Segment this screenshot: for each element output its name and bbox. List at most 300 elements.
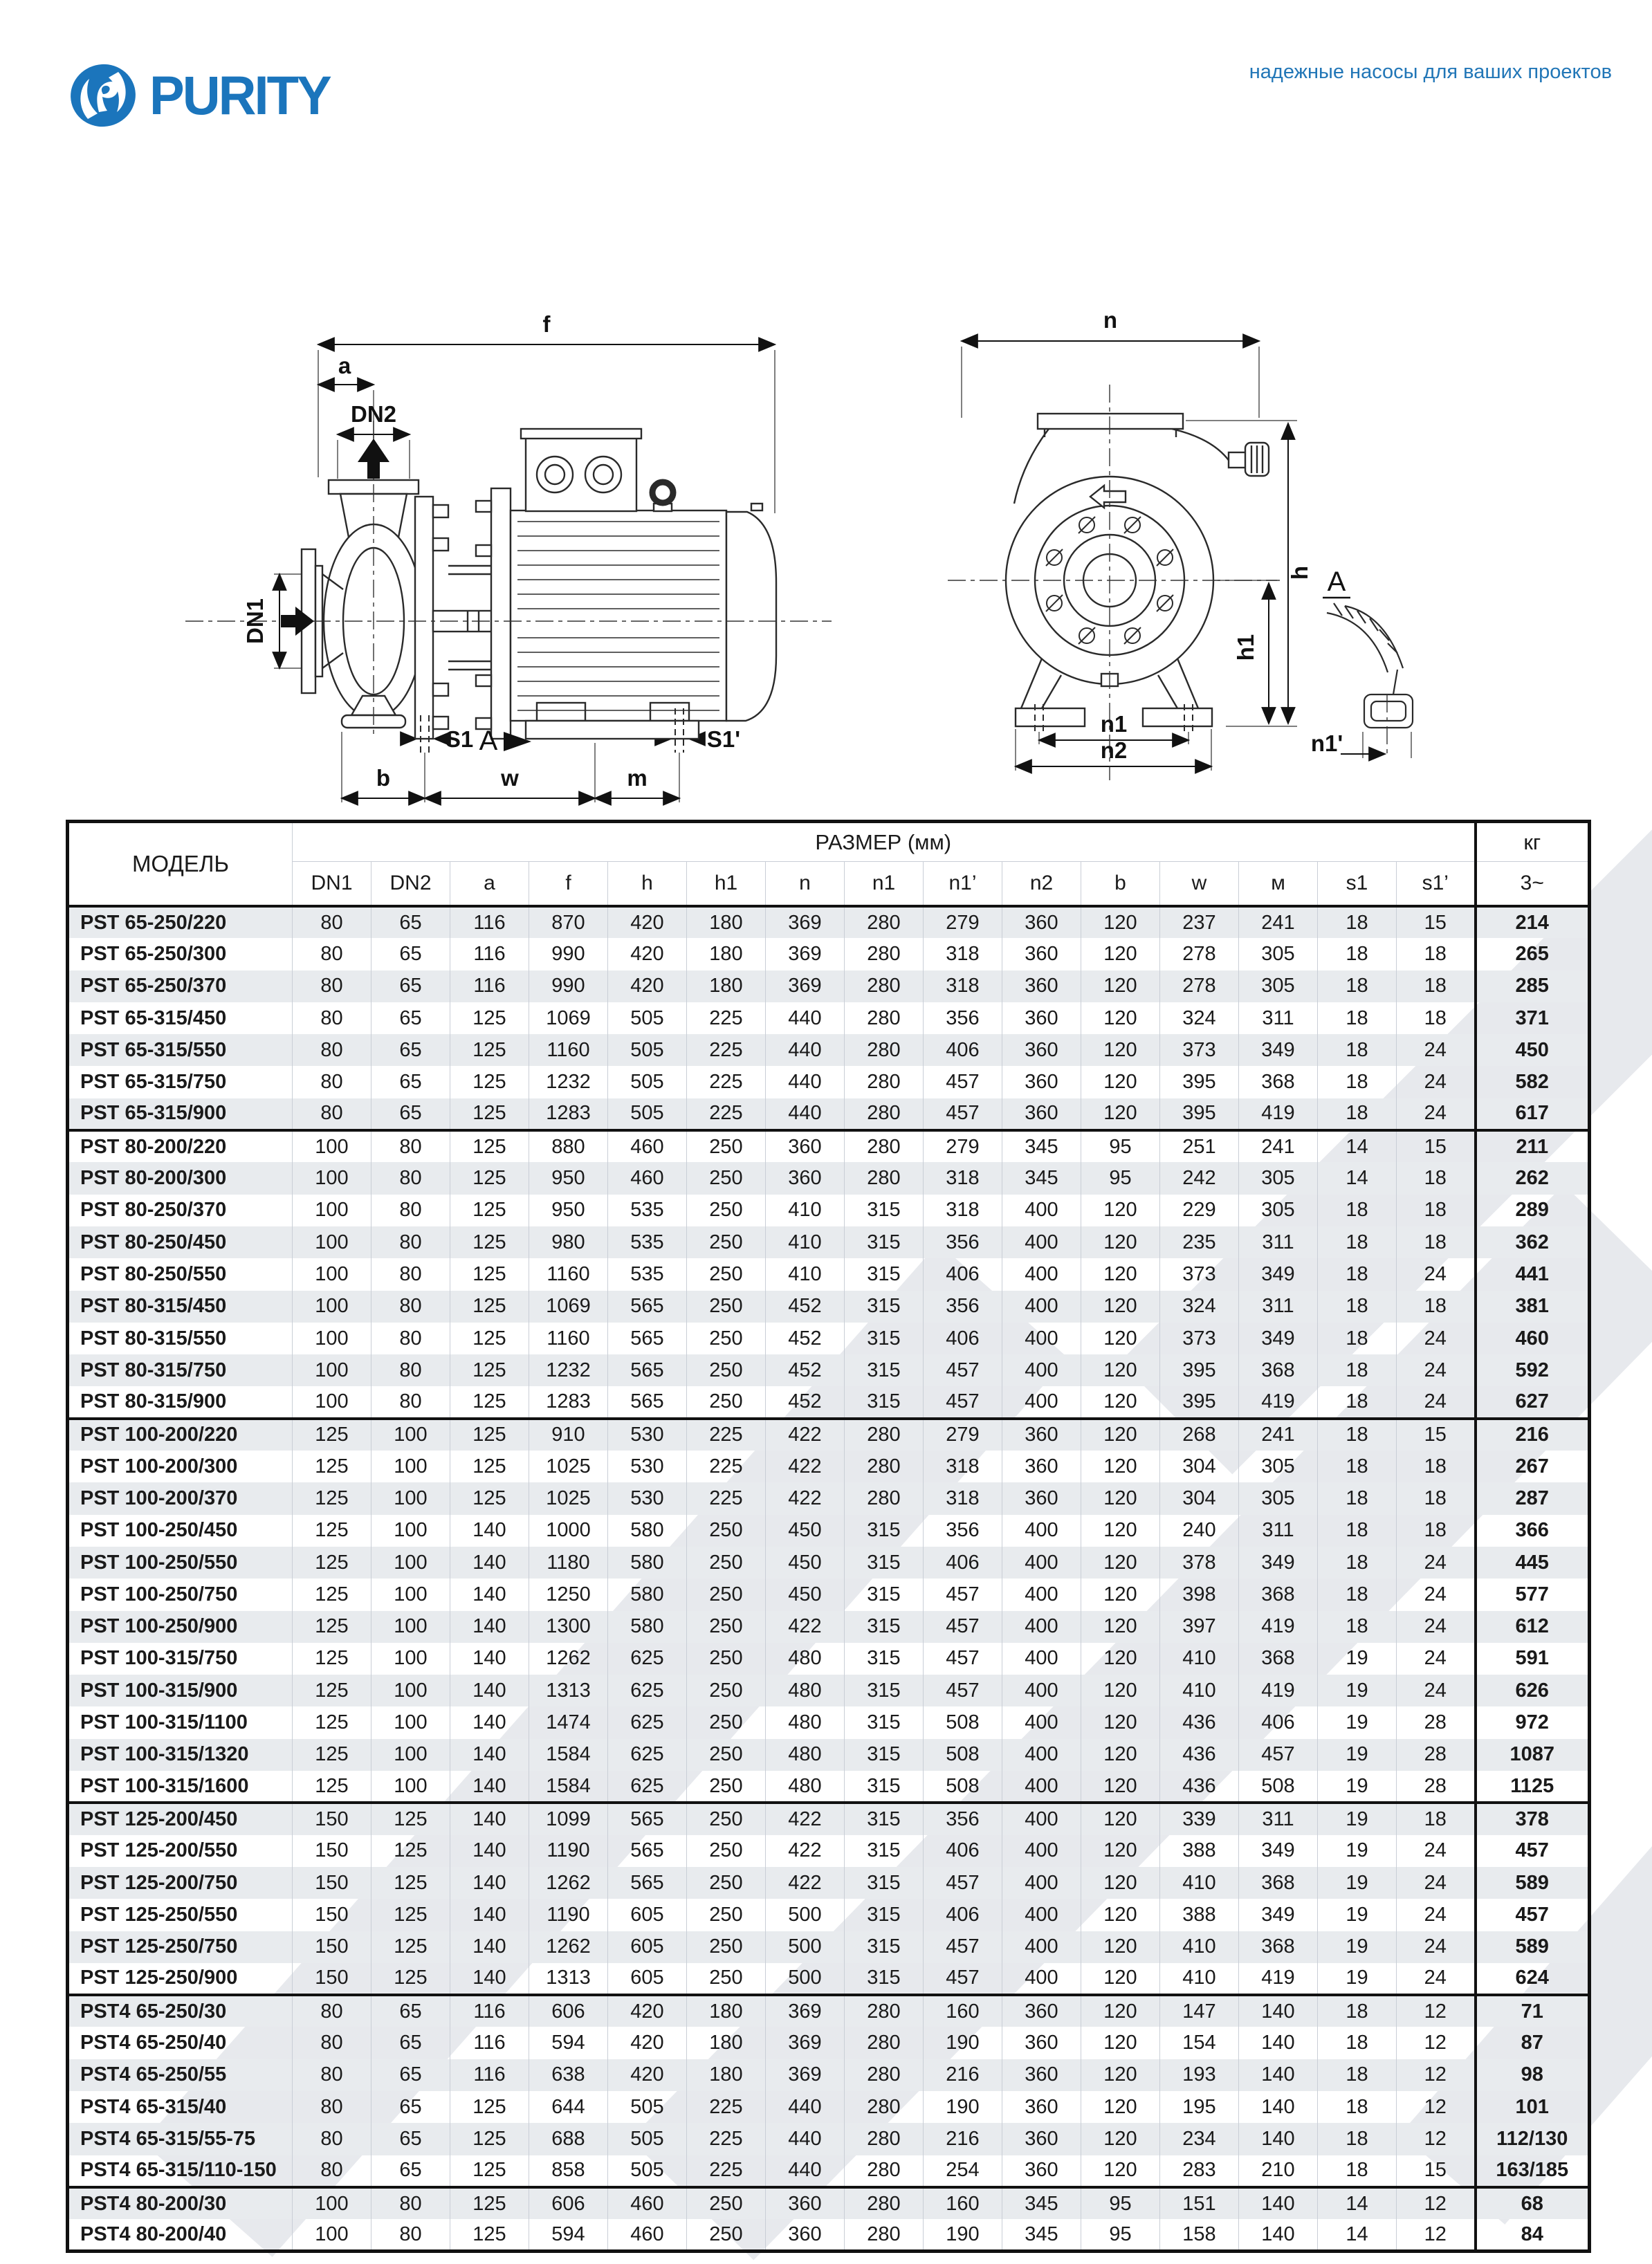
dimension-cell: 1025: [529, 1451, 608, 1482]
weight-cell: 71: [1476, 1995, 1590, 2027]
dimension-cell: 419: [1239, 1963, 1318, 1995]
dimension-cell: 65: [371, 2059, 450, 2091]
dimension-cell: 100: [293, 2219, 371, 2251]
dimension-cell: 80: [293, 2027, 371, 2059]
dimension-cell: 400: [1002, 1771, 1081, 1803]
dimension-cell: 505: [608, 1066, 687, 1098]
dimension-cell: 356: [924, 1002, 1002, 1034]
weight-cell: 163/185: [1476, 2155, 1590, 2187]
dimension-cell: 12: [1397, 2091, 1476, 2123]
table-row: [68, 2091, 1590, 2123]
dimension-cell: 250: [687, 1258, 766, 1290]
dimension-cell: 80: [371, 1195, 450, 1226]
dimension-cell: 120: [1081, 1963, 1160, 1995]
dimension-cell: 28: [1397, 1771, 1476, 1803]
dimension-cell: 160: [924, 1995, 1002, 2027]
dimension-cell: 280: [845, 1482, 924, 1514]
purity-logo-icon: [62, 61, 144, 130]
dimension-cell: 500: [766, 1931, 845, 1963]
dimension-cell: 422: [766, 1611, 845, 1643]
dimension-cell: 268: [1160, 1419, 1239, 1451]
dimension-cell: 193: [1160, 2059, 1239, 2091]
dimension-cell: 440: [766, 1098, 845, 1130]
dimension-cell: 280: [845, 1162, 924, 1194]
dimension-cell: 369: [766, 906, 845, 938]
dimension-cell: 80: [293, 2091, 371, 2123]
dimension-cell: 440: [766, 1002, 845, 1034]
dimension-cell: 369: [766, 1995, 845, 2027]
table-row: [68, 1195, 1590, 1226]
dimension-cell: 120: [1081, 1611, 1160, 1643]
weight-phase-header: 3~: [1476, 862, 1590, 907]
dimension-cell: 406: [924, 1899, 1002, 1931]
weight-cell: 450: [1476, 1034, 1590, 1066]
dimension-cell: 140: [450, 1963, 529, 1995]
dimension-cell: 120: [1081, 1803, 1160, 1834]
dimension-cell: 140: [1239, 2059, 1318, 2091]
dimension-cell: 422: [766, 1835, 845, 1867]
dimension-cell: 18: [1318, 1451, 1397, 1482]
dimension-cell: 304: [1160, 1482, 1239, 1514]
dimension-cell: 14: [1318, 2187, 1397, 2219]
model-cell: PST 80-200/300: [68, 1162, 293, 1194]
dimension-cell: 360: [1002, 1034, 1081, 1066]
model-cell: PST 125-200/550: [68, 1835, 293, 1867]
dimension-cell: 229: [1160, 1195, 1239, 1226]
dimension-cell: 460: [608, 1130, 687, 1162]
dimension-cell: 457: [924, 1611, 1002, 1643]
dimension-cell: 508: [924, 1739, 1002, 1771]
table-row: [68, 1482, 1590, 1514]
dimension-cell: 305: [1239, 1451, 1318, 1482]
dim-b-label: b: [376, 765, 391, 791]
dimension-cell: 457: [1239, 1739, 1318, 1771]
dimension-cell: 419: [1239, 1611, 1318, 1643]
dimension-cell: 125: [293, 1579, 371, 1610]
dimension-cell: 580: [608, 1579, 687, 1610]
dimension-cell: 125: [293, 1515, 371, 1547]
dimension-cell: 125: [293, 1482, 371, 1514]
dimension-cell: 400: [1002, 1611, 1081, 1643]
dimension-cell: 12: [1397, 2027, 1476, 2059]
dimension-cell: 373: [1160, 1258, 1239, 1290]
dimension-cell: 65: [371, 1002, 450, 1034]
table-row: [68, 1066, 1590, 1098]
dimension-cell: 225: [687, 2155, 766, 2187]
dimension-cell: 80: [371, 1162, 450, 1194]
dimension-cell: 150: [293, 1835, 371, 1867]
dimension-cell: 397: [1160, 1611, 1239, 1643]
model-cell: PST 80-200/220: [68, 1130, 293, 1162]
dimension-cell: 18: [1318, 938, 1397, 970]
dimension-cell: 140: [450, 1643, 529, 1675]
dimension-cell: 160: [924, 2187, 1002, 2219]
table-row: [68, 1579, 1590, 1610]
dimension-cell: 990: [529, 938, 608, 970]
dimension-cell: 18: [1318, 1066, 1397, 1098]
dimension-cell: 24: [1397, 1323, 1476, 1354]
dimension-cell: 360: [1002, 1995, 1081, 2027]
model-cell: PST 100-315/1100: [68, 1706, 293, 1738]
dimension-cell: 1283: [529, 1098, 608, 1130]
dimension-cell: 280: [845, 1066, 924, 1098]
dimension-cell: 315: [845, 1706, 924, 1738]
dimension-cell: 368: [1239, 1931, 1318, 1963]
dimension-cell: 280: [845, 2091, 924, 2123]
dimension-cell: 140: [450, 1547, 529, 1579]
table-row: [68, 1451, 1590, 1482]
table-body: [68, 906, 1590, 2251]
dimension-cell: 280: [845, 906, 924, 938]
dimension-cell: 406: [924, 1547, 1002, 1579]
dimension-cell: 150: [293, 1963, 371, 1995]
model-cell: PST 80-250/450: [68, 1226, 293, 1258]
dimension-cell: 12: [1397, 2123, 1476, 2155]
dimension-cell: 406: [924, 1835, 1002, 1867]
dimension-cell: 24: [1397, 1547, 1476, 1579]
dimension-cell: 422: [766, 1803, 845, 1834]
dimension-cell: 19: [1318, 1803, 1397, 1834]
weight-column-header: кг: [1476, 822, 1590, 862]
dimension-cell: 419: [1239, 1386, 1318, 1418]
dimension-cell: 1160: [529, 1034, 608, 1066]
model-cell: PST 125-250/900: [68, 1963, 293, 1995]
size-column-header: м: [1239, 862, 1318, 907]
dimension-cell: 180: [687, 938, 766, 970]
table-row: [68, 2219, 1590, 2251]
dimension-cell: 18: [1397, 1482, 1476, 1514]
model-cell: PST 125-200/450: [68, 1803, 293, 1834]
weight-cell: 265: [1476, 938, 1590, 970]
dimension-cell: 120: [1081, 1258, 1160, 1290]
dimension-cell: 125: [450, 1130, 529, 1162]
weight-cell: 214: [1476, 906, 1590, 938]
dimension-cell: 100: [293, 1226, 371, 1258]
dimension-cell: 116: [450, 906, 529, 938]
dimension-cell: 225: [687, 1419, 766, 1451]
dimension-cell: 250: [687, 1515, 766, 1547]
dimension-cell: 565: [608, 1386, 687, 1418]
dimension-cell: 990: [529, 970, 608, 1002]
table-row: [68, 1867, 1590, 1899]
dimension-cell: 18: [1318, 1419, 1397, 1451]
dimension-cell: 457: [924, 1675, 1002, 1706]
dimension-cell: 12: [1397, 2059, 1476, 2091]
dimension-cell: 606: [529, 1995, 608, 2027]
dimension-cell: 360: [1002, 1419, 1081, 1451]
dimension-cell: 18: [1318, 2123, 1397, 2155]
model-cell: PST 100-200/370: [68, 1482, 293, 1514]
dimension-cell: 324: [1160, 1002, 1239, 1034]
dimension-cell: 400: [1002, 1803, 1081, 1834]
dimension-cell: 125: [450, 2187, 529, 2219]
dimension-cell: 19: [1318, 1675, 1397, 1706]
dimension-cell: 100: [293, 1195, 371, 1226]
dimension-cell: 1069: [529, 1291, 608, 1323]
dimension-cell: 18: [1318, 1034, 1397, 1066]
dimension-cell: 125: [450, 2155, 529, 2187]
dimension-cell: 19: [1318, 1931, 1397, 1963]
dimension-cell: 410: [1160, 1931, 1239, 1963]
dimension-cell: 18: [1318, 1386, 1397, 1418]
dimension-cell: 395: [1160, 1386, 1239, 1418]
dimension-cell: 120: [1081, 1098, 1160, 1130]
size-column-header: b: [1081, 862, 1160, 907]
dimension-cell: 311: [1239, 1002, 1318, 1034]
dimension-cell: 315: [845, 1931, 924, 1963]
table-row: [68, 1419, 1590, 1451]
dimension-cell: 349: [1239, 1547, 1318, 1579]
dimension-cell: 1069: [529, 1002, 608, 1034]
dimension-cell: 311: [1239, 1803, 1318, 1834]
dimension-cell: 305: [1239, 1162, 1318, 1194]
dimension-cell: 65: [371, 2123, 450, 2155]
dimension-cell: 140: [450, 1739, 529, 1771]
dimension-cell: 360: [766, 2219, 845, 2251]
dimension-cell: 250: [687, 2219, 766, 2251]
dimension-cell: 120: [1081, 1451, 1160, 1482]
dimension-cell: 368: [1239, 1066, 1318, 1098]
dimension-cell: 594: [529, 2027, 608, 2059]
dimension-cell: 12: [1397, 1995, 1476, 2027]
dimension-cell: 80: [371, 1323, 450, 1354]
table-row: [68, 1130, 1590, 1162]
dimension-cell: 116: [450, 2059, 529, 2091]
dimension-cell: 225: [687, 1002, 766, 1034]
dimension-cell: 605: [608, 1899, 687, 1931]
weight-cell: 216: [1476, 1419, 1590, 1451]
casing-outline: [1006, 414, 1269, 726]
dimension-cell: 530: [608, 1419, 687, 1451]
dimension-cell: 125: [371, 1867, 450, 1899]
dimension-cell: 95: [1081, 2187, 1160, 2219]
dimension-cell: 95: [1081, 2219, 1160, 2251]
dimension-cell: 147: [1160, 1995, 1239, 2027]
dimension-cell: 315: [845, 1386, 924, 1418]
dimension-cell: 625: [608, 1643, 687, 1675]
dimension-cell: 100: [371, 1675, 450, 1706]
dimension-cell: 100: [371, 1643, 450, 1675]
dimension-cell: 605: [608, 1963, 687, 1995]
dimension-cell: 440: [766, 1034, 845, 1066]
dimension-cell: 80: [371, 2219, 450, 2251]
dimension-cell: 500: [766, 1963, 845, 1995]
weight-cell: 617: [1476, 1098, 1590, 1130]
dimension-cell: 369: [766, 2059, 845, 2091]
size-column-header: w: [1160, 862, 1239, 907]
dimension-cell: 420: [608, 938, 687, 970]
weight-cell: 101: [1476, 2091, 1590, 2123]
dimension-cell: 80: [371, 1226, 450, 1258]
dimension-cell: 140: [450, 1899, 529, 1931]
dimension-cell: 120: [1081, 1643, 1160, 1675]
dimension-cell: 406: [924, 1034, 1002, 1066]
size-column-header: n1: [845, 862, 924, 907]
model-cell: PST4 65-250/55: [68, 2059, 293, 2091]
dimension-cell: 318: [924, 1162, 1002, 1194]
dimension-cell: 250: [687, 1611, 766, 1643]
weight-cell: 98: [1476, 2059, 1590, 2091]
dimension-cell: 1099: [529, 1803, 608, 1834]
dimension-cell: 180: [687, 2027, 766, 2059]
dimension-cell: 250: [687, 1706, 766, 1738]
dimension-cell: 378: [1160, 1547, 1239, 1579]
dimension-cell: 420: [608, 2059, 687, 2091]
model-cell: PST 65-315/450: [68, 1002, 293, 1034]
dimension-cell: 125: [450, 1354, 529, 1386]
dimension-cell: 125: [293, 1611, 371, 1643]
dimension-cell: 1160: [529, 1323, 608, 1354]
dimension-cell: 420: [608, 970, 687, 1002]
dimension-cell: 280: [845, 2123, 924, 2155]
dimension-cell: 406: [1239, 1706, 1318, 1738]
dimension-cell: 80: [293, 938, 371, 970]
dimension-cell: 1313: [529, 1675, 608, 1706]
dimension-cell: 422: [766, 1451, 845, 1482]
dimension-cell: 19: [1318, 1771, 1397, 1803]
dimension-cell: 440: [766, 2123, 845, 2155]
dimension-cell: 65: [371, 1995, 450, 2027]
dimension-cell: 24: [1397, 1931, 1476, 1963]
table-row: [68, 1291, 1590, 1323]
table-row: [68, 1739, 1590, 1771]
model-cell: PST 65-315/750: [68, 1066, 293, 1098]
dimension-cell: 505: [608, 1002, 687, 1034]
dimension-cell: 28: [1397, 1706, 1476, 1738]
dimension-cell: 368: [1239, 1354, 1318, 1386]
dimension-cell: 120: [1081, 2155, 1160, 2187]
dimension-cell: 116: [450, 1995, 529, 2027]
weight-cell: 972: [1476, 1706, 1590, 1738]
dimension-cell: 120: [1081, 1835, 1160, 1867]
dimension-cell: 420: [608, 906, 687, 938]
dimension-cell: 125: [293, 1675, 371, 1706]
dimension-cell: 242: [1160, 1162, 1239, 1194]
dimension-cell: 373: [1160, 1034, 1239, 1066]
model-cell: PST4 65-250/40: [68, 2027, 293, 2059]
dimension-cell: 216: [924, 2123, 1002, 2155]
dimension-cell: 480: [766, 1771, 845, 1803]
table-header: [68, 822, 1590, 907]
dimension-cell: 18: [1397, 1195, 1476, 1226]
dimension-cell: 400: [1002, 1739, 1081, 1771]
dimension-cell: 120: [1081, 1482, 1160, 1514]
weight-cell: 289: [1476, 1195, 1590, 1226]
dimension-cell: 18: [1397, 1451, 1476, 1482]
dimension-cell: 65: [371, 1098, 450, 1130]
dimension-cell: 24: [1397, 1643, 1476, 1675]
dimension-cell: 345: [1002, 2219, 1081, 2251]
dimension-cell: 360: [1002, 2123, 1081, 2155]
dimension-cell: 356: [924, 1515, 1002, 1547]
table-row: [68, 2187, 1590, 2219]
dimension-cell: 311: [1239, 1515, 1318, 1547]
dimension-cell: 254: [924, 2155, 1002, 2187]
size-group-header: РАЗМЕР (мм): [293, 822, 1476, 862]
dimension-cell: 120: [1081, 2091, 1160, 2123]
dimension-cell: 280: [845, 1419, 924, 1451]
model-cell: PST 100-250/750: [68, 1579, 293, 1610]
model-cell: PST4 65-315/40: [68, 2091, 293, 2123]
dimension-cell: 120: [1081, 2027, 1160, 2059]
model-cell: PST 80-315/750: [68, 1354, 293, 1386]
dimension-cell: 345: [1002, 2187, 1081, 2219]
lifting-eye: [652, 482, 673, 503]
dimension-cell: 140: [450, 1611, 529, 1643]
dimension-cell: 250: [687, 1771, 766, 1803]
dimension-cell: 1000: [529, 1515, 608, 1547]
dimension-cell: 315: [845, 1579, 924, 1610]
dimension-cell: 279: [924, 1419, 1002, 1451]
dimension-cell: 100: [371, 1771, 450, 1803]
dimension-cell: 395: [1160, 1066, 1239, 1098]
dimension-cell: 120: [1081, 1675, 1160, 1706]
dimension-cell: 80: [371, 1354, 450, 1386]
model-cell: PST 65-250/220: [68, 906, 293, 938]
dimension-cell: 140: [1239, 1995, 1318, 2027]
dimension-cell: 80: [293, 2123, 371, 2155]
dimension-cell: 311: [1239, 1291, 1318, 1323]
dimension-cell: 100: [371, 1547, 450, 1579]
dimension-cell: 100: [293, 2187, 371, 2219]
dimension-cell: 18: [1318, 1579, 1397, 1610]
dimension-cell: 250: [687, 1643, 766, 1675]
dimension-cell: 120: [1081, 1739, 1160, 1771]
dimension-cell: 120: [1081, 2059, 1160, 2091]
dimension-cell: 125: [450, 1066, 529, 1098]
dimension-cell: 19: [1318, 1867, 1397, 1899]
dimension-cell: 18: [1318, 1482, 1397, 1514]
dimension-cell: 18: [1318, 1002, 1397, 1034]
dimension-cell: 120: [1081, 1771, 1160, 1803]
dimension-cell: 65: [371, 970, 450, 1002]
dimension-cell: 24: [1397, 1835, 1476, 1867]
dimension-cell: 65: [371, 1066, 450, 1098]
dimension-cell: 80: [371, 1258, 450, 1290]
dimension-cell: 1584: [529, 1771, 608, 1803]
weight-cell: 84: [1476, 2219, 1590, 2251]
dimension-cell: 120: [1081, 970, 1160, 1002]
model-cell: PST 65-315/900: [68, 1098, 293, 1130]
dimension-cell: 457: [924, 1098, 1002, 1130]
dimension-cell: 18: [1397, 970, 1476, 1002]
model-cell: PST 65-250/300: [68, 938, 293, 970]
dimension-cell: 24: [1397, 1899, 1476, 1931]
dimension-cell: 369: [766, 2027, 845, 2059]
dimension-cell: 400: [1002, 1643, 1081, 1675]
table-row: [68, 1771, 1590, 1803]
dimension-cell: 419: [1239, 1675, 1318, 1706]
dimension-cell: 500: [766, 1899, 845, 1931]
dimension-cell: 420: [608, 2027, 687, 2059]
dimension-cell: 24: [1397, 1386, 1476, 1418]
dimension-cell: 880: [529, 1130, 608, 1162]
dimension-cell: 406: [924, 1323, 1002, 1354]
dimension-cell: 120: [1081, 1354, 1160, 1386]
dimension-cell: 420: [608, 1995, 687, 2027]
dimension-cell: 606: [529, 2187, 608, 2219]
dimension-cell: 535: [608, 1226, 687, 1258]
dimension-cell: 241: [1239, 1130, 1318, 1162]
dimension-cell: 18: [1318, 1354, 1397, 1386]
dimension-cell: 422: [766, 1419, 845, 1451]
dimension-cell: 250: [687, 1130, 766, 1162]
table-row: [68, 1643, 1590, 1675]
dimension-cell: 1300: [529, 1611, 608, 1643]
dimension-cell: 400: [1002, 1547, 1081, 1579]
dimension-cell: 1313: [529, 1963, 608, 1995]
weight-cell: 591: [1476, 1643, 1590, 1675]
